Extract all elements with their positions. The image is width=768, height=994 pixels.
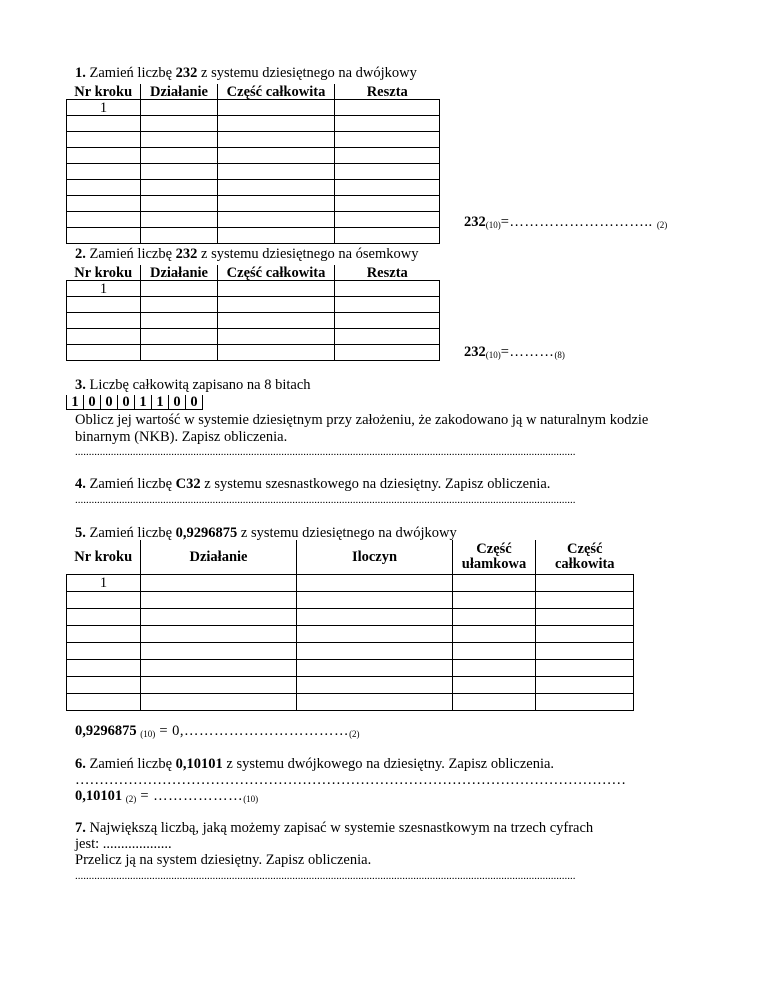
task-text: z systemu dziesiętnego na ósemkowy: [197, 246, 419, 262]
task1-heading: [75, 65, 417, 82]
target-base-subscript: (10): [243, 794, 259, 804]
step-number[interactable]: 1: [67, 575, 141, 592]
task-text: Zamień liczbę: [85, 525, 176, 541]
result-number: 0,9296875: [75, 723, 137, 739]
table-row: [67, 643, 634, 660]
col-header: Działanie: [141, 540, 297, 575]
task-number: 1.: [75, 65, 86, 81]
task-text: Zamień liczbę: [85, 65, 176, 81]
col-header: Reszta: [335, 265, 440, 281]
task5-result: [75, 723, 360, 743]
task-number: 5.: [75, 525, 86, 541]
result-number: 232: [464, 344, 486, 360]
col-header: Część całkowita: [218, 84, 335, 100]
table-row: [67, 116, 440, 132]
task-number: 2.: [75, 246, 86, 262]
task-number-value: 0,10101: [175, 756, 223, 772]
base-subscript: (10): [140, 729, 156, 739]
task2-result: [464, 344, 565, 364]
table-row: [67, 345, 440, 361]
answer-dotted-line[interactable]: ......................................................................................................................................................................................: [75, 870, 576, 882]
answer-blank[interactable]: = ………………: [136, 788, 244, 804]
task4-heading: [75, 476, 550, 493]
task1-table: [66, 84, 440, 244]
task-text: z systemu dziesiętnego na dwójkowy: [237, 525, 457, 541]
task-number: 4.: [75, 476, 86, 492]
col-header: Nr kroku: [67, 265, 141, 281]
task7-heading: [75, 820, 593, 837]
result-number: 0,10101: [75, 788, 123, 804]
table-row: [67, 100, 440, 116]
answer-blank[interactable]: = 0,……………………………: [155, 723, 350, 739]
task-number-value: C32: [175, 476, 201, 492]
task-number: 7.: [75, 820, 86, 836]
task6-heading: [75, 756, 554, 773]
task1-result: [464, 214, 667, 234]
result-number: 232: [464, 214, 486, 230]
table-row: [67, 297, 440, 313]
bit-cell: 0: [169, 395, 186, 410]
step-number[interactable]: 1: [67, 100, 141, 116]
task3-heading: [75, 377, 311, 394]
bit-row: [66, 395, 203, 410]
task6-result: [75, 788, 258, 808]
col-header: Część ułamkowa: [453, 540, 536, 575]
task-text: Zamień liczbę: [85, 476, 176, 492]
task3-instruction-line2: binarnym (NKB). Zapisz obliczenia.: [75, 429, 288, 445]
table-row: [67, 329, 440, 345]
base-subscript: (2): [125, 794, 137, 804]
table-row: [67, 148, 440, 164]
table-row: [67, 180, 440, 196]
task-text: Liczbę całkowitą zapisano na 8 bitach: [85, 377, 311, 393]
answer-dotted-line[interactable]: ......................................................................................................................................................................................: [75, 494, 576, 506]
col-header: Działanie: [141, 265, 218, 281]
task-text: Zamień liczbę: [85, 246, 176, 262]
target-base-subscript: (2): [349, 729, 360, 739]
task-text: z systemu szesnastkowego na dziesiętny. Zapisz obliczenia.: [200, 476, 551, 492]
table-row: [67, 677, 634, 694]
task-number: 6.: [75, 756, 86, 772]
table-row: [67, 212, 440, 228]
task-number-value: 232: [175, 246, 198, 262]
col-header: Nr kroku: [67, 84, 141, 100]
answer-dotted-line[interactable]: ……………………………………………………………………………………………………: [75, 772, 626, 788]
task-text: z systemu dziesiętnego na dwójkowy: [197, 65, 417, 81]
task7-answer-line[interactable]: jest: ...................: [75, 836, 172, 852]
base-subscript: (10): [485, 350, 501, 360]
table-row: [67, 132, 440, 148]
task2-table: [66, 265, 440, 361]
task5-table: [66, 540, 634, 711]
bit-cell: 0: [84, 395, 101, 410]
target-base-subscript: (8): [554, 350, 565, 360]
bit-cell: 0: [186, 395, 203, 410]
bit-cell: 1: [67, 395, 84, 410]
task-text: Największą liczbą, jaką możemy zapisać w systemie szesnastkowym na trzech cyfrach: [85, 820, 594, 836]
col-header: Działanie: [141, 84, 218, 100]
col-header: Nr kroku: [67, 540, 141, 575]
table-row: [67, 313, 440, 329]
table-header-row: [67, 84, 440, 100]
target-base-subscript: (2): [656, 220, 668, 230]
task2-heading: [75, 246, 418, 263]
col-header: Iloczyn: [297, 540, 453, 575]
answer-dotted-line[interactable]: ......................................................................................................................................................................................: [75, 446, 576, 458]
answer-blank[interactable]: =………………………..: [500, 214, 657, 230]
table-row: [67, 281, 440, 297]
table-row: [67, 694, 634, 711]
table-row: [67, 575, 634, 592]
col-header: Część całkowita: [218, 265, 335, 281]
table-row: [67, 626, 634, 643]
table-row: [67, 660, 634, 677]
task-number-value: 0,9296875: [175, 525, 238, 541]
table-header-row: [67, 540, 634, 575]
task-text: z systemu dwójkowego na dziesiętny. Zapisz obliczenia.: [222, 756, 555, 772]
step-number[interactable]: 1: [67, 281, 141, 297]
table-row: [67, 592, 634, 609]
answer-blank[interactable]: =………: [500, 344, 555, 360]
table-header-row: [67, 265, 440, 281]
table-row: [67, 228, 440, 244]
table-row: [67, 164, 440, 180]
col-header: Reszta: [335, 84, 440, 100]
col-header: Część całkowita: [536, 540, 634, 575]
task-text: Zamień liczbę: [85, 756, 176, 772]
table-row: [67, 196, 440, 212]
table-row: [67, 609, 634, 626]
task3-instruction-line1: Oblicz jej wartość w systemie dziesiętnym przy założeniu, że zakodowano ją w naturalnym kodzie: [75, 412, 649, 428]
bit-cell: 1: [152, 395, 169, 410]
bit-cell: 0: [101, 395, 118, 410]
base-subscript: (10): [485, 220, 501, 230]
bit-cell: 0: [118, 395, 135, 410]
task7-instruction: Przelicz ją na system dziesiętny. Zapisz obliczenia.: [75, 852, 372, 868]
task-number-value: 232: [175, 65, 198, 81]
task-number: 3.: [75, 377, 86, 393]
bit-cell: 1: [135, 395, 152, 410]
